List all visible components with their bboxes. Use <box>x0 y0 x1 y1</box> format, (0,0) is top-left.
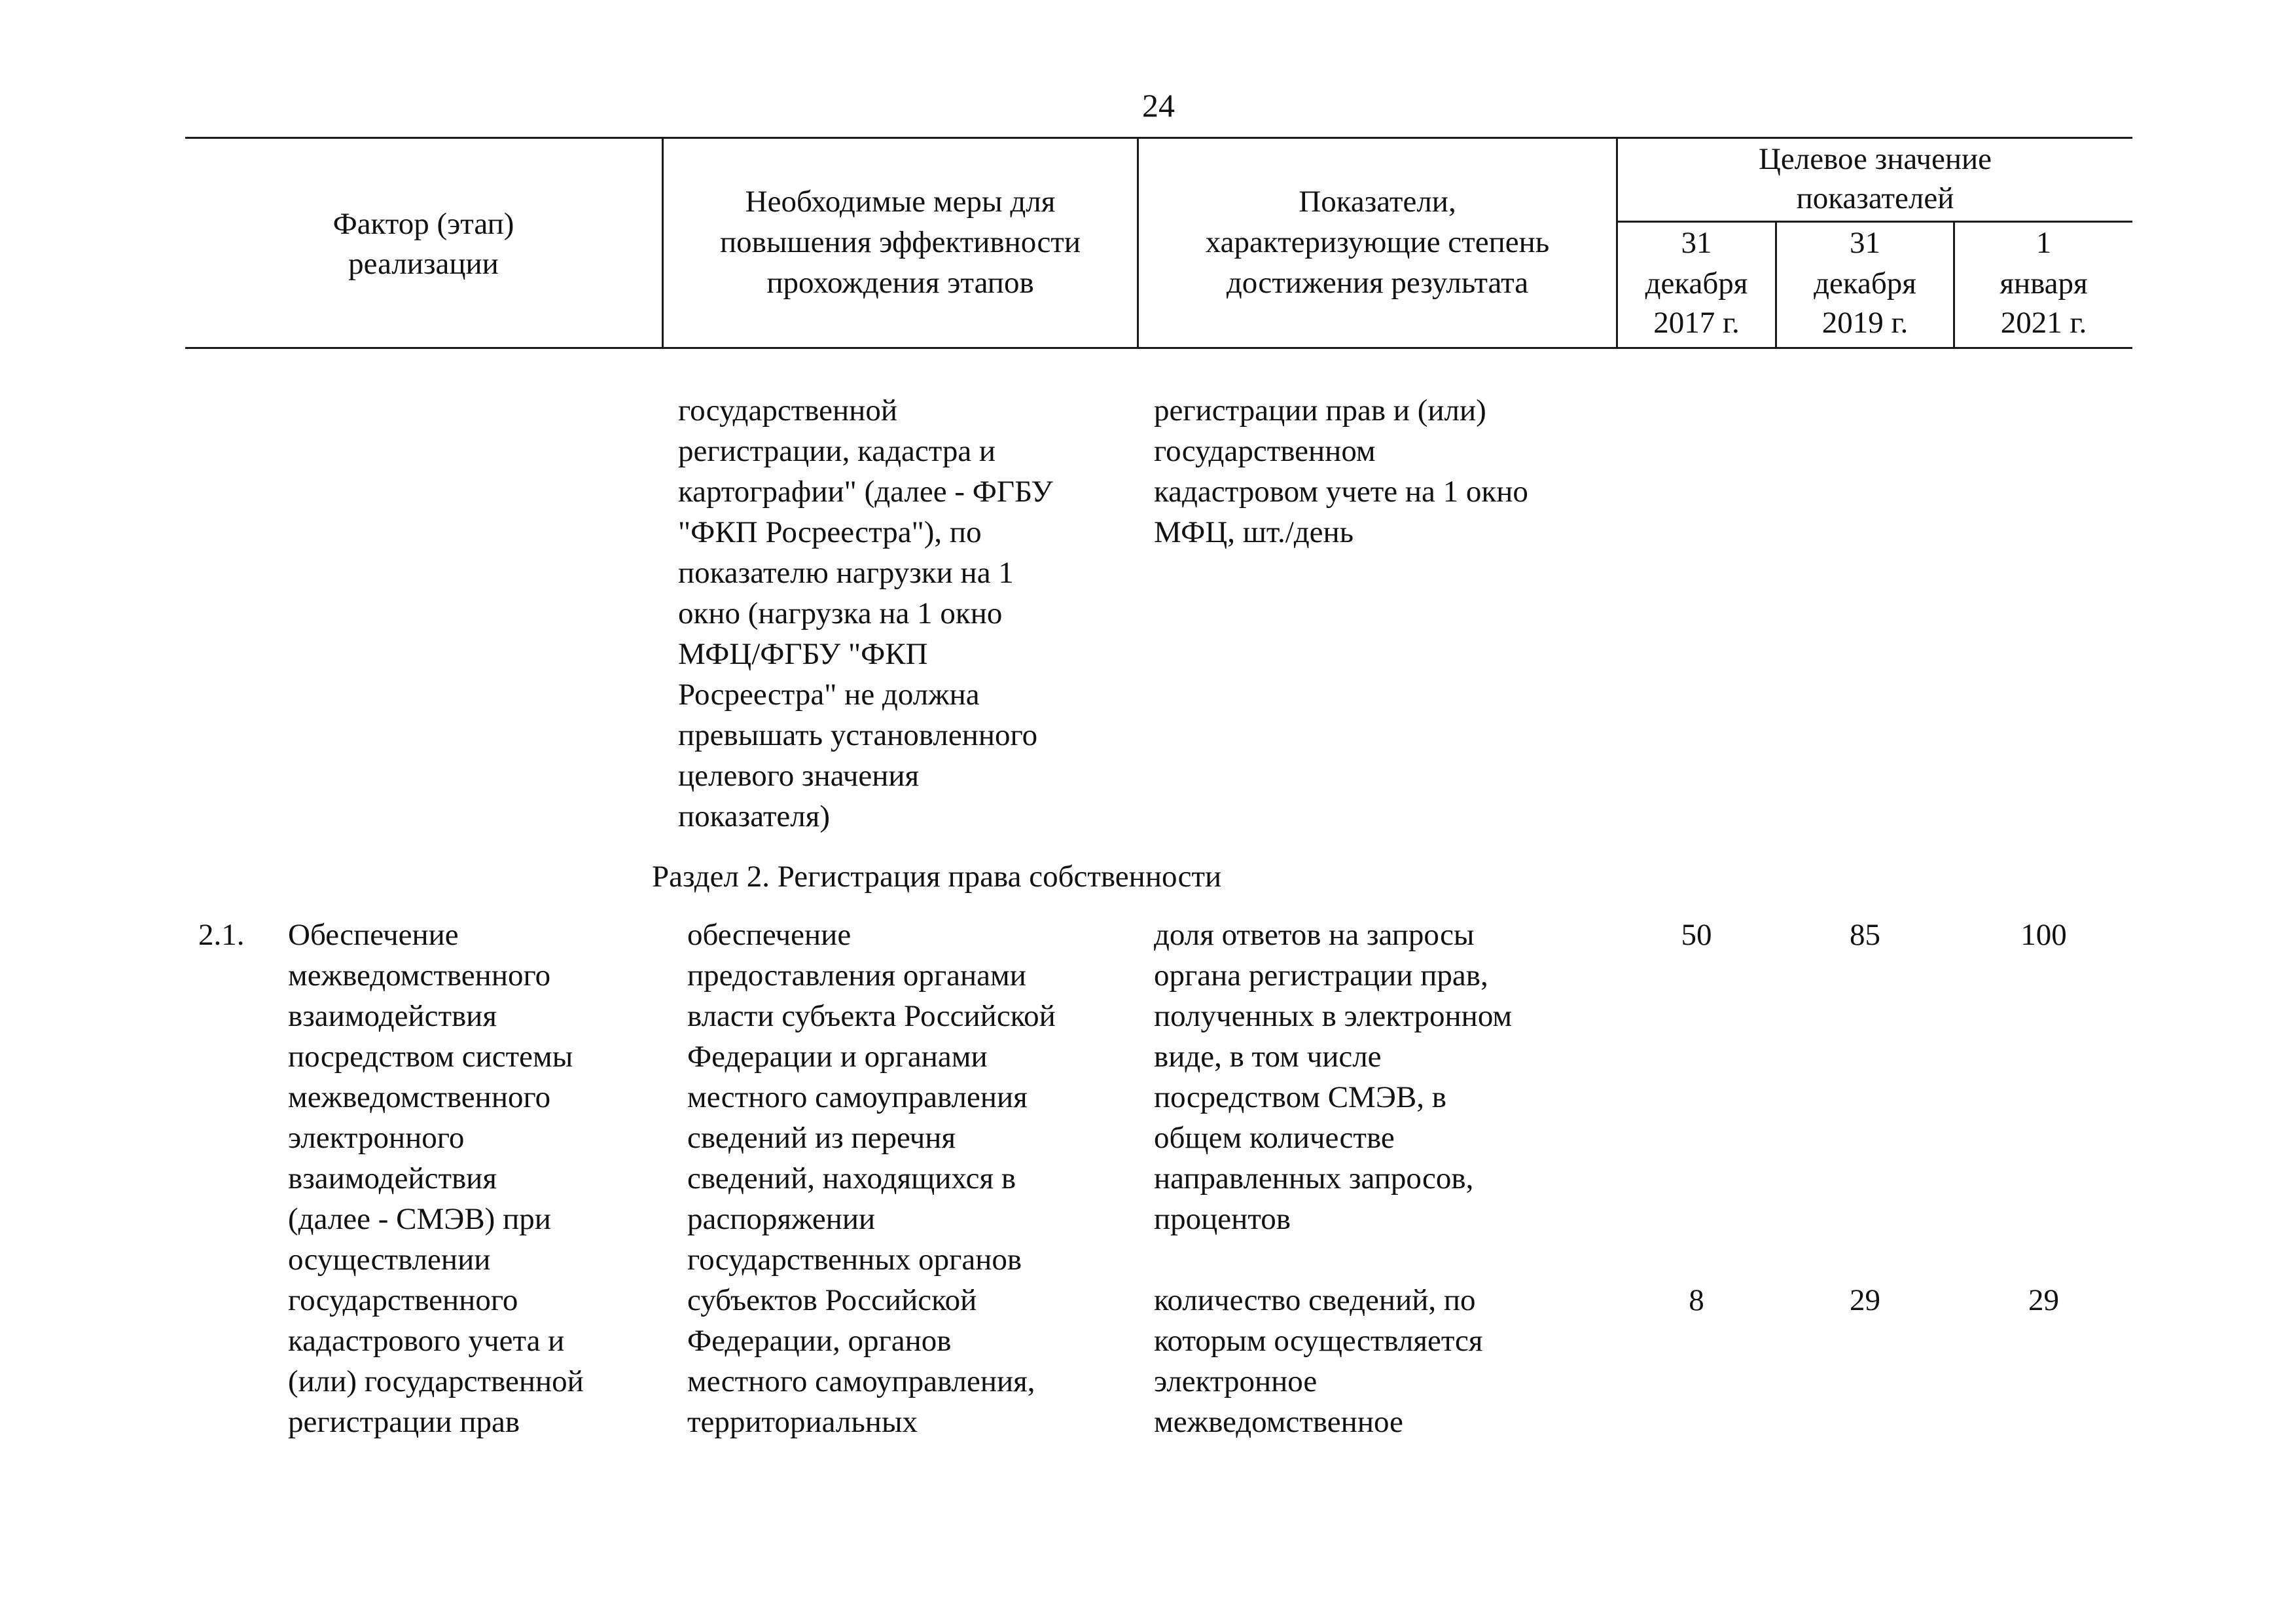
indicator-1-line: виде, в том числе <box>1154 1040 1382 1074</box>
header-indicators-line-3: достижения результата <box>1226 266 1529 300</box>
cont-measures-line: показателю нагрузки на 1 <box>678 556 1014 590</box>
factor-line: взаимодействия <box>288 1161 497 1195</box>
header-measures-line-3: прохождения этапов <box>766 266 1034 300</box>
cont-indicators-line: регистрации прав и (или) <box>1154 393 1486 428</box>
indicator-2-line: межведомственное <box>1154 1405 1403 1439</box>
indicator-1-line: полученных в электронном <box>1154 999 1513 1033</box>
cont-indicators-line: государственном <box>1154 434 1376 468</box>
measures-line: распоряжении <box>687 1202 876 1236</box>
header-indicators-line-1: Показатели, <box>1299 185 1456 219</box>
indicator-1-line: общем количестве <box>1154 1121 1395 1155</box>
measures-line: государственных органов <box>687 1243 1022 1277</box>
measures-line: местного самоуправления, <box>687 1364 1035 1398</box>
measures-line: власти субъекта Российской <box>687 999 1056 1033</box>
header-factor-line-1: Фактор (этап) <box>332 207 514 241</box>
cont-measures-line: регистрации, кадастра и <box>678 434 996 468</box>
factor-line: Обеспечение <box>288 918 459 952</box>
indicator-2-value-2017: 8 <box>1689 1283 1704 1317</box>
factor-line: межведомственного <box>288 958 551 993</box>
measures-line: предоставления органами <box>687 958 1026 993</box>
measures-line: Федерации, органов <box>687 1324 952 1358</box>
cont-measures-line: окно (нагрузка на 1 окно <box>678 596 1003 630</box>
measures-line: территориальных <box>687 1405 918 1439</box>
indicator-1-value-2019: 85 <box>1850 918 1880 952</box>
header-target-line-2: показателей <box>1796 181 1954 215</box>
header-date-2-day: 31 <box>1850 226 1880 260</box>
section-title: Раздел 2. Регистрация права собственности <box>652 860 1222 894</box>
header-date-3-day: 1 <box>2036 226 2052 260</box>
row-number: 2.1. <box>198 918 245 952</box>
indicator-1-value-2017: 50 <box>1681 918 1712 952</box>
header-measures-line-2: повышения эффективности <box>719 225 1081 259</box>
header-measures-line-1: Необходимые меры для <box>745 185 1056 219</box>
cont-measures-line: "ФКП Росреестра"), по <box>678 515 982 549</box>
factor-line: взаимодействия <box>288 999 497 1033</box>
measures-line: Федерации и органами <box>687 1040 988 1074</box>
factor-line: кадастрового учета и <box>288 1324 565 1358</box>
factor-line: посредством системы <box>288 1040 573 1074</box>
indicator-1-line: посредством СМЭВ, в <box>1154 1080 1446 1114</box>
factor-line: электронного <box>288 1121 465 1155</box>
factor-line: регистрации прав <box>288 1405 520 1439</box>
header-indicators-line-2: характеризующие степень <box>1205 225 1550 259</box>
measures-line: сведений из перечня <box>687 1121 956 1155</box>
header-date-1-month: декабря <box>1645 266 1748 301</box>
indicator-2-value-2019: 29 <box>1850 1283 1880 1317</box>
indicator-2-line: которым осуществляется <box>1154 1324 1483 1358</box>
header-date-1-day: 31 <box>1681 226 1712 260</box>
indicator-2-line: электронное <box>1154 1364 1318 1398</box>
measures-line: сведений, находящихся в <box>687 1161 1016 1195</box>
measures-line: субъектов Российской <box>687 1283 977 1317</box>
cont-indicators-line: МФЦ, шт./день <box>1154 515 1354 549</box>
cont-measures-line: превышать установленного <box>678 718 1038 752</box>
measures-line: местного самоуправления <box>687 1080 1028 1114</box>
indicator-1-value-2021: 100 <box>2020 918 2067 952</box>
factor-line: осуществлении <box>288 1243 491 1277</box>
factor-line: (далее - СМЭВ) при <box>288 1202 551 1236</box>
factor-line: государственного <box>288 1283 518 1317</box>
page-number: 24 <box>1142 87 1175 124</box>
header-bottom-rule <box>185 347 2132 349</box>
cont-measures-line: показателя) <box>678 799 830 833</box>
header-target-line-1: Целевое значение <box>1758 142 1992 176</box>
header-date-1-year: 2017 г. <box>1653 306 1740 340</box>
header-date-3-month: января <box>2000 266 2088 301</box>
factor-line: (или) государственной <box>288 1364 584 1398</box>
indicator-1-line: процентов <box>1154 1202 1291 1236</box>
header-date-2-year: 2019 г. <box>1821 306 1909 340</box>
cont-measures-line: МФЦ/ФГБУ "ФКП <box>678 637 928 671</box>
cont-measures-line: Росреестра" не должна <box>678 678 980 712</box>
cont-measures-line: целевого значения <box>678 759 920 793</box>
cont-measures-line: государственной <box>678 393 897 428</box>
indicator-2-value-2021: 29 <box>2028 1283 2059 1317</box>
indicator-1-line: направленных запросов, <box>1154 1161 1474 1195</box>
measures-line: обеспечение <box>687 918 852 952</box>
header-date-2-month: декабря <box>1814 266 1916 301</box>
indicator-2-line: количество сведений, по <box>1154 1283 1476 1317</box>
cont-measures-line: картографии" (далее - ФГБУ <box>678 475 1053 509</box>
header-date-3-year: 2021 г. <box>2000 306 2087 340</box>
indicator-1-line: органа регистрации прав, <box>1154 958 1488 993</box>
indicator-1-line: доля ответов на запросы <box>1154 918 1475 952</box>
header-factor-line-2: реализации <box>348 247 499 281</box>
cont-indicators-line: кадастровом учете на 1 окно <box>1154 475 1528 509</box>
factor-line: межведомственного <box>288 1080 551 1114</box>
